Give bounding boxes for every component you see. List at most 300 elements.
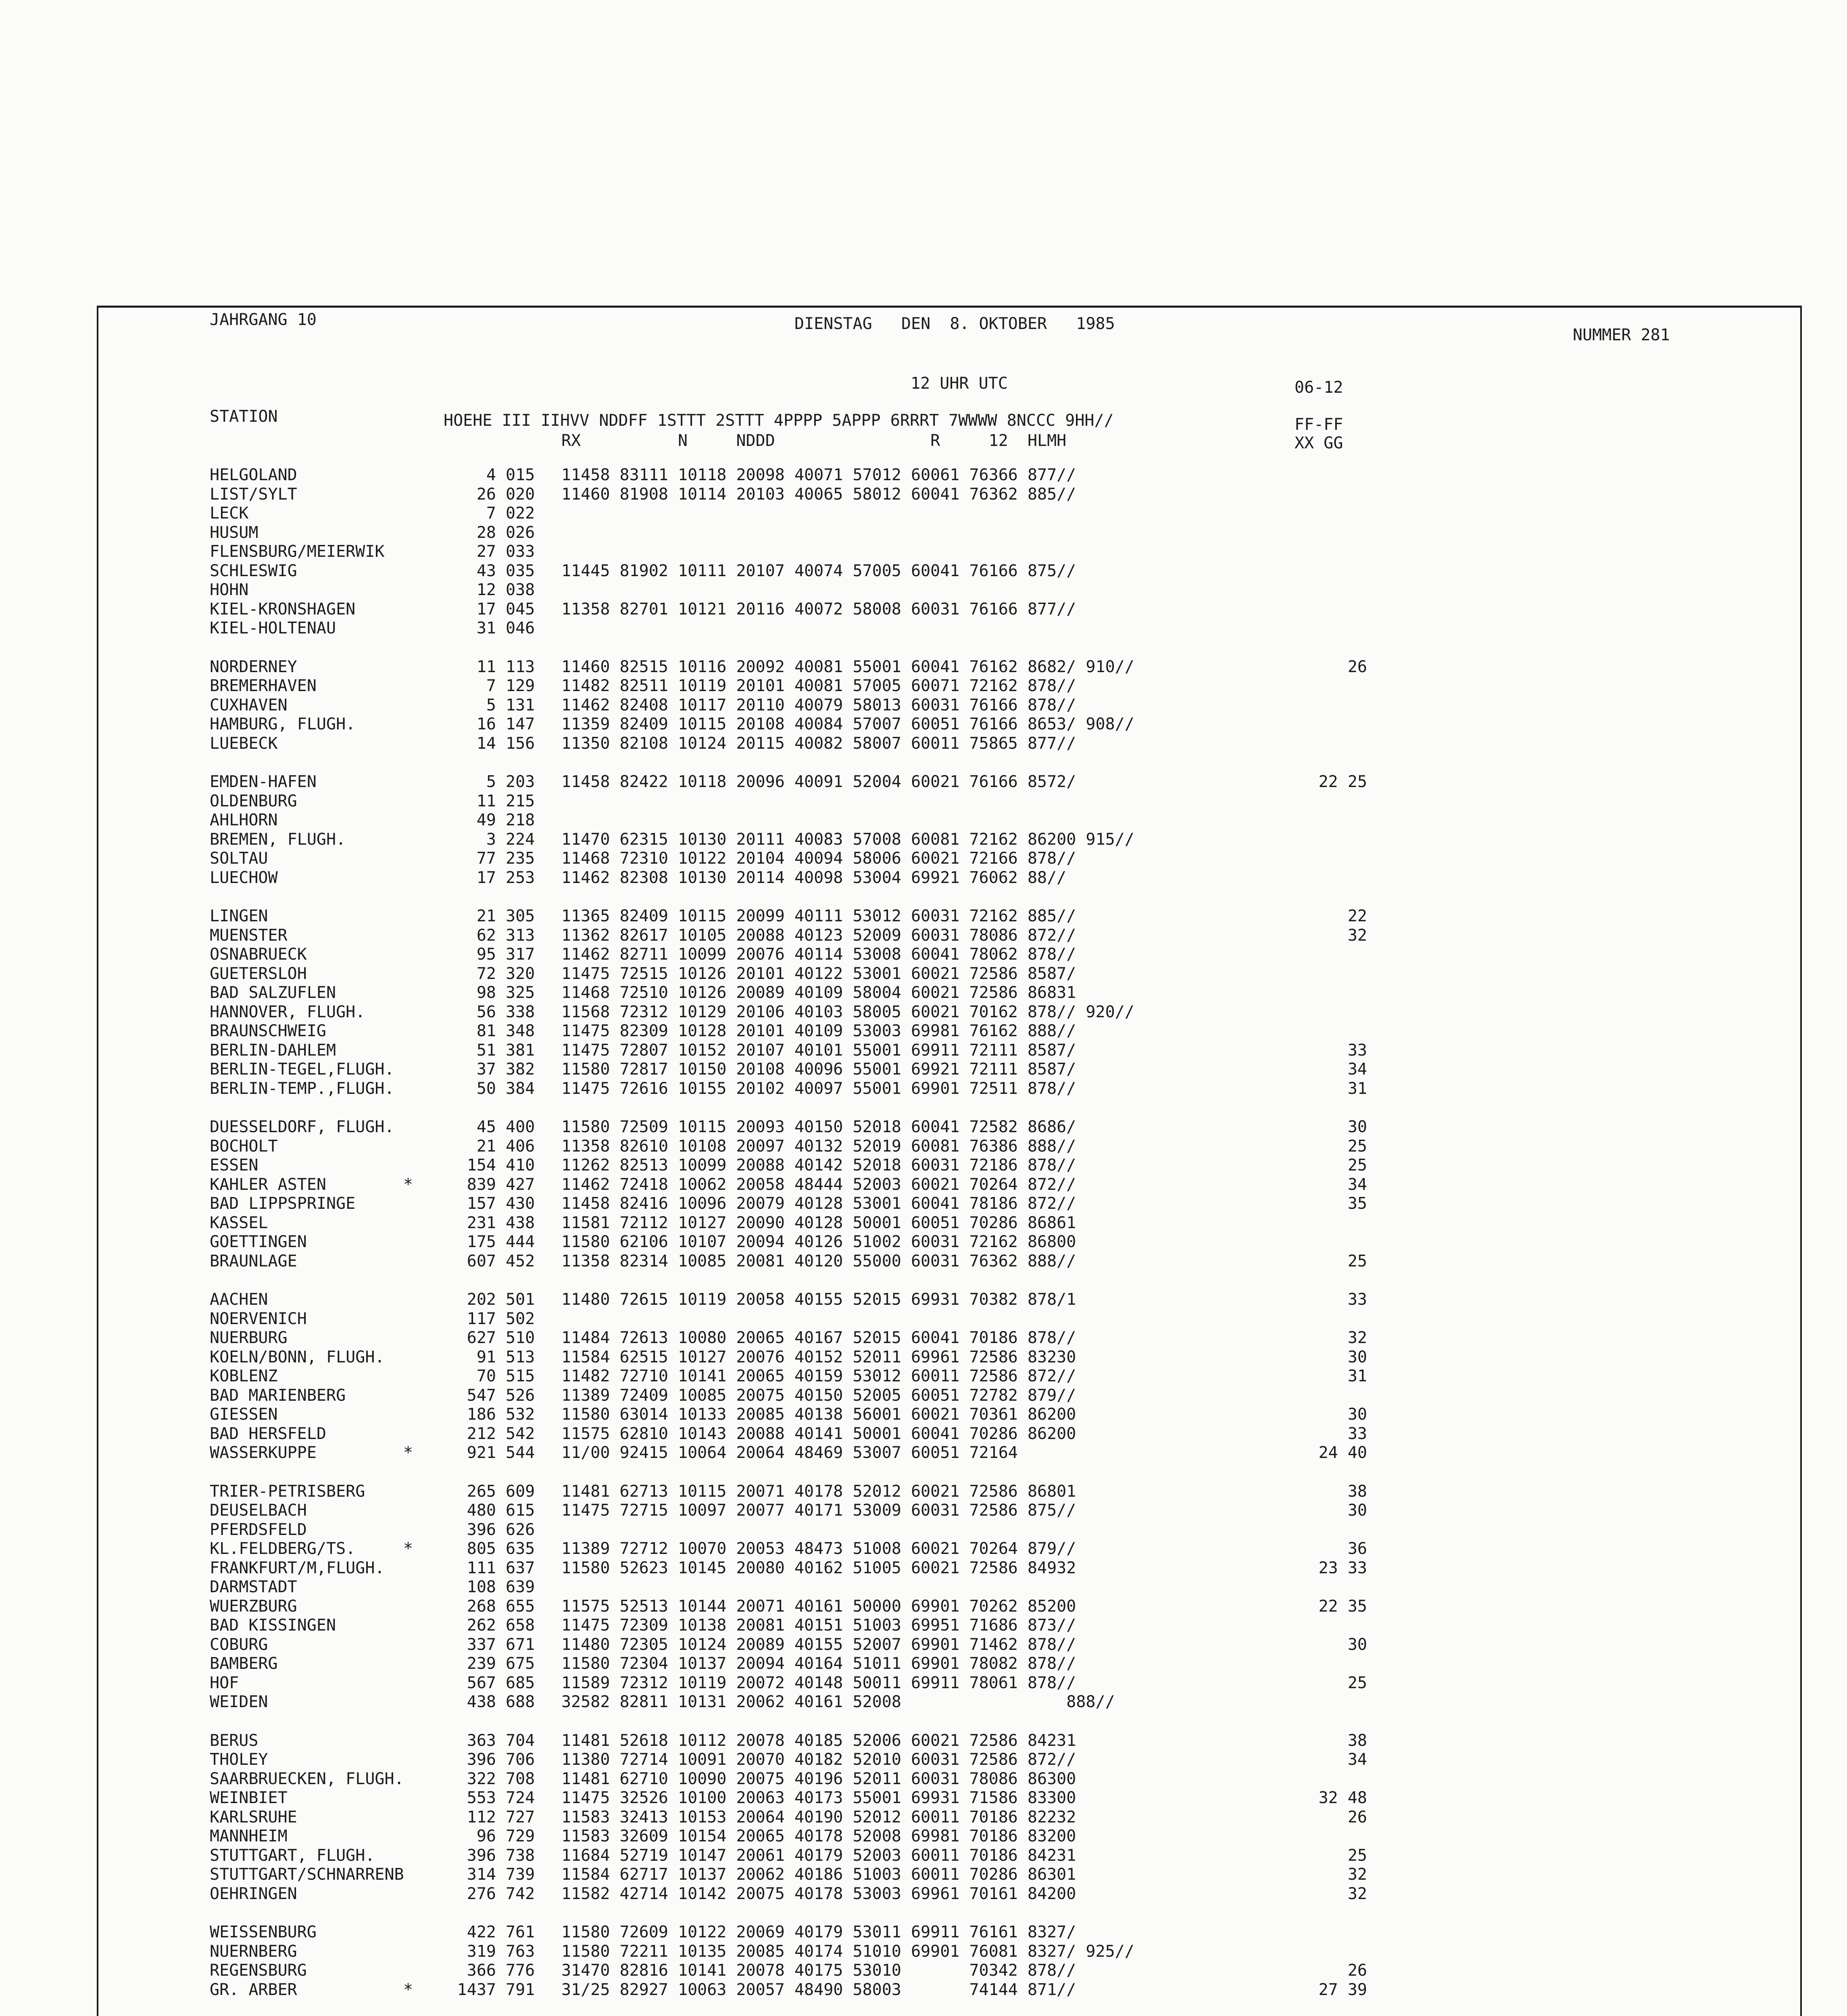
station-name: WUERZBURG <box>210 1597 297 1616</box>
station-name: THOLEY <box>210 1750 268 1769</box>
station-name: STUTTGART, FLUGH. <box>210 1846 375 1865</box>
station-index: 513 <box>506 1347 535 1366</box>
station-height: 81 <box>476 1022 496 1040</box>
station-row <box>0 696 1847 714</box>
station-height: 231 <box>467 1213 496 1232</box>
station-name: MUENSTER <box>210 926 288 945</box>
station-row <box>0 1156 1847 1175</box>
station-height: 50 <box>476 1079 496 1098</box>
station-height: 91 <box>476 1347 496 1366</box>
observation-codes: 11468 72310 10122 20104 40094 58006 60021 72166 878// <box>561 849 1076 868</box>
observation-codes: 11458 83111 10118 20098 40071 57012 60061 76366 877// <box>561 466 1076 484</box>
wind-gust-values: 31 <box>1347 1367 1367 1385</box>
station-row <box>0 542 1847 561</box>
station-height: 202 <box>467 1290 496 1309</box>
station-height: 21 <box>476 907 496 925</box>
station-height: 175 <box>467 1233 496 1251</box>
station-name: EMDEN-HAFEN <box>210 773 317 791</box>
station-name: BAD SALZUFLEN <box>210 983 336 1002</box>
observation-codes: 11575 52513 10144 20071 40161 50000 69901 70262 85200 <box>561 1597 1076 1616</box>
station-row <box>0 658 1847 676</box>
station-name: LECK <box>210 504 249 523</box>
observation-codes: 11365 82409 10115 20099 40111 53012 60031 72162 885// <box>561 907 1076 925</box>
station-row <box>0 1635 1847 1654</box>
station-index: 253 <box>506 868 535 887</box>
station-index: 655 <box>506 1597 535 1616</box>
station-index: 639 <box>506 1578 535 1596</box>
station-name: LUEBECK <box>210 734 278 753</box>
observation-codes: 11468 72510 10126 20089 40109 58004 60021 72586 86831 <box>561 983 1076 1002</box>
station-row <box>0 1060 1847 1079</box>
station-name: HANNOVER, FLUGH. <box>210 1002 365 1021</box>
station-row <box>0 1674 1847 1692</box>
observation-codes: 11482 82511 10119 20101 40081 57005 60071 72162 878// <box>561 677 1076 695</box>
wind-gust-values: 25 <box>1347 1156 1367 1175</box>
station-height: 7 <box>486 677 496 695</box>
observation-codes: 11380 72714 10091 20070 40182 52010 60031 72586 872// <box>561 1750 1076 1769</box>
station-row <box>0 1616 1847 1635</box>
wind-gust-values: 33 <box>1347 1041 1367 1060</box>
station-index: 427 <box>506 1175 535 1194</box>
observation-codes: 11/00 92415 10064 20064 48469 53007 60051 72164 <box>561 1443 1018 1462</box>
station-row <box>0 1482 1847 1501</box>
station-height: 117 <box>467 1309 496 1328</box>
station-index: 501 <box>506 1290 535 1309</box>
station-row <box>0 1425 1847 1443</box>
station-height: 154 <box>467 1156 496 1175</box>
observation-codes: 11481 52618 10112 20078 40185 52006 60021 72586 84231 <box>561 1731 1076 1750</box>
station-index: 131 <box>506 696 535 714</box>
observation-codes: 11581 72112 10127 20090 40128 50001 60051 70286 86861 <box>561 1213 1076 1232</box>
observation-codes: 11480 72305 10124 20089 40155 52007 69901 71462 878// <box>561 1635 1076 1654</box>
wind-gust-values: 35 <box>1347 1194 1367 1213</box>
station-row <box>0 792 1847 810</box>
wind-gust-values: 30 <box>1347 1501 1367 1520</box>
observation-codes: 11350 82108 10124 20115 40082 58007 60011 75865 877// <box>561 734 1076 753</box>
observation-codes: 11580 72817 10150 20108 40096 55001 69921 72111 8587/ <box>561 1060 1076 1079</box>
station-height: 7 <box>486 504 496 523</box>
station-height: 337 <box>467 1635 496 1654</box>
station-index: 688 <box>506 1693 535 1711</box>
wind-gust-values: 23 33 <box>1318 1558 1367 1577</box>
station-height: 262 <box>467 1616 496 1635</box>
station-index: 348 <box>506 1022 535 1040</box>
station-row <box>0 907 1847 925</box>
observation-codes: 11462 72418 10062 20058 48444 52003 60021 70264 872// <box>561 1175 1076 1194</box>
wind-column-subheader: XX GG <box>1295 434 1343 452</box>
observation-codes: 11580 72609 10122 20069 40179 53011 69911 76161 8327/ <box>561 1923 1076 1941</box>
jahrgang-label: JAHRGANG 10 <box>210 310 317 329</box>
station-name: DARMSTADT <box>210 1578 297 1596</box>
observation-codes: 11481 62713 10115 20071 40178 52012 60021 72586 86801 <box>561 1482 1076 1501</box>
station-index: 430 <box>506 1194 535 1213</box>
station-index: 129 <box>506 677 535 695</box>
station-row <box>0 1022 1847 1040</box>
station-row <box>0 504 1847 523</box>
station-index: 022 <box>506 504 535 523</box>
observation-codes: 11470 62315 10130 20111 40083 57008 60081 72162 86200 915// <box>561 830 1134 849</box>
wind-gust-values: 22 <box>1347 907 1367 925</box>
observation-codes: 11580 72509 10115 20093 40150 52018 60041 72582 8686/ <box>561 1118 1076 1136</box>
wind-gust-values: 38 <box>1347 1731 1367 1750</box>
station-name: WEISSENBURG <box>210 1923 317 1941</box>
station-name: WASSERKUPPE <box>210 1443 317 1462</box>
station-row <box>0 1961 1847 1980</box>
wind-gust-values: 34 <box>1347 1750 1367 1769</box>
station-index: 305 <box>506 907 535 925</box>
station-height: 396 <box>467 1846 496 1865</box>
station-name: DUESSELDORF, FLUGH. <box>210 1118 394 1136</box>
station-row <box>0 1578 1847 1596</box>
station-name: AHLHORN <box>210 811 278 829</box>
station-row <box>0 1693 1847 1711</box>
station-row <box>0 1003 1847 1021</box>
station-row <box>0 1137 1847 1156</box>
station-height: 547 <box>467 1386 496 1405</box>
station-height: 422 <box>467 1923 496 1941</box>
station-height: 212 <box>467 1424 496 1443</box>
station-height: 363 <box>467 1731 496 1750</box>
station-row <box>0 1770 1847 1788</box>
station-height: 14 <box>476 734 496 753</box>
station-index: 704 <box>506 1731 535 1750</box>
station-name: KIEL-HOLTENAU <box>210 619 336 637</box>
station-name: KAHLER ASTEN <box>210 1175 326 1194</box>
station-name: DEUSELBACH <box>210 1501 307 1520</box>
station-row <box>0 1233 1847 1251</box>
observation-codes: 11475 72616 10155 20102 40097 55001 69901 72511 878// <box>561 1079 1076 1098</box>
station-index: 776 <box>506 1961 535 1980</box>
observation-codes: 11584 62515 10127 20076 40152 52011 69961 72586 83230 <box>561 1347 1076 1366</box>
wind-gust-values: 32 <box>1347 1884 1367 1903</box>
station-index: 609 <box>506 1482 535 1501</box>
station-index: 635 <box>506 1539 535 1558</box>
station-index: 724 <box>506 1789 535 1807</box>
station-row <box>0 1194 1847 1213</box>
station-height: 37 <box>476 1060 496 1079</box>
station-height: 43 <box>476 561 496 580</box>
observation-codes: 11460 82515 10116 20092 40081 55001 60041 76162 8682/ 910// <box>561 657 1134 676</box>
station-index: 215 <box>506 791 535 810</box>
station-index: 382 <box>506 1060 535 1079</box>
station-height: 314 <box>467 1865 496 1884</box>
wind-gust-values: 26 <box>1347 1808 1367 1826</box>
station-height: 17 <box>476 600 496 619</box>
wind-gust-values: 24 40 <box>1318 1443 1367 1462</box>
station-row <box>0 868 1847 887</box>
station-height: 480 <box>467 1501 496 1520</box>
station-row <box>0 983 1847 1002</box>
station-row <box>0 1885 1847 1903</box>
station-name: SOLTAU <box>210 849 268 868</box>
station-height: 28 <box>476 523 496 542</box>
wind-gust-values: 25 <box>1347 1252 1367 1270</box>
station-row <box>0 1310 1847 1328</box>
station-row <box>0 600 1847 619</box>
station-name: BERUS <box>210 1731 258 1750</box>
wind-gust-values: 33 <box>1347 1290 1367 1309</box>
observation-codes: 32582 82811 10131 20062 40161 52008 888// <box>561 1693 1115 1711</box>
station-index: 791 <box>506 1980 535 1999</box>
station-name: HOHN <box>210 581 249 599</box>
station-name: CUXHAVEN <box>210 696 288 714</box>
station-height: 98 <box>476 983 496 1002</box>
station-name: BRAUNSCHWEIG <box>210 1022 326 1040</box>
date-label: DIENSTAG DEN 8. OKTOBER 1985 <box>794 314 1115 333</box>
station-index: 502 <box>506 1309 535 1328</box>
wind-gust-values: 25 <box>1347 1137 1367 1156</box>
station-index: 637 <box>506 1558 535 1577</box>
station-row <box>0 1348 1847 1366</box>
wind-gust-values: 25 <box>1347 1846 1367 1865</box>
station-row <box>0 1443 1847 1462</box>
station-height: 21 <box>476 1137 496 1156</box>
station-row <box>0 1079 1847 1098</box>
wind-gust-values: 30 <box>1347 1118 1367 1136</box>
station-row <box>0 773 1847 791</box>
observation-codes: 11462 82711 10099 20076 40114 53008 60041 78062 878// <box>561 945 1076 964</box>
station-row <box>0 849 1847 868</box>
station-name: BRAUNLAGE <box>210 1252 297 1270</box>
station-name: BOCHOLT <box>210 1137 278 1156</box>
station-row <box>0 1865 1847 1884</box>
mountain-station-marker: * <box>403 1175 413 1194</box>
station-height: 5 <box>486 696 496 714</box>
station-row <box>0 811 1847 829</box>
wind-gust-values: 22 25 <box>1318 773 1367 791</box>
observation-codes: 11580 63014 10133 20085 40138 56001 60021 70361 86200 <box>561 1405 1076 1424</box>
station-height: 276 <box>467 1884 496 1903</box>
station-index: 400 <box>506 1118 535 1136</box>
station-name: FRANKFURT/M,FLUGH. <box>210 1558 385 1577</box>
observation-codes: 11580 52623 10145 20080 40162 51005 60021 72586 84932 <box>561 1558 1076 1577</box>
station-index: 384 <box>506 1079 535 1098</box>
station-index: 729 <box>506 1827 535 1845</box>
station-index: 320 <box>506 964 535 983</box>
code-column-headers: HOEHE III IIHVV NDDFF 1STTT 2STTT 4PPPP 5APPP 6RRRT 7WWWW 8NCCC 9HH// <box>444 411 1114 430</box>
station-height: 839 <box>467 1175 496 1194</box>
station-row <box>0 734 1847 753</box>
station-index: 615 <box>506 1501 535 1520</box>
station-row <box>0 581 1847 599</box>
wind-gust-values: 22 35 <box>1318 1597 1367 1616</box>
station-row <box>0 1290 1847 1309</box>
observation-codes: 31/25 82927 10063 20057 48490 58003 74144 871// <box>561 1980 1076 1999</box>
station-name: GUETERSLOH <box>210 964 307 983</box>
observation-codes: 11389 72409 10085 20075 40150 52005 60051 72782 879// <box>561 1386 1076 1405</box>
observation-codes: 31470 82816 10141 20078 40175 53010 70342 878// <box>561 1961 1076 1980</box>
wind-gust-values: 33 <box>1347 1424 1367 1443</box>
station-height: 805 <box>467 1539 496 1558</box>
observation-codes: 11684 52719 10147 20061 40179 52003 60011 70186 84231 <box>561 1846 1076 1865</box>
station-name: KOBLENZ <box>210 1367 278 1385</box>
wind-gust-values: 32 <box>1347 926 1367 945</box>
station-name: BAD KISSINGEN <box>210 1616 336 1635</box>
observation-codes: 11475 82309 10128 20101 40109 53003 69981 76162 888// <box>561 1022 1076 1040</box>
wind-gust-values: 25 <box>1347 1673 1367 1692</box>
station-row <box>0 619 1847 637</box>
station-name: NUERBURG <box>210 1329 288 1347</box>
station-height: 70 <box>476 1367 496 1385</box>
station-index: 761 <box>506 1923 535 1941</box>
station-row <box>0 945 1847 964</box>
station-height: 4 <box>486 466 496 484</box>
station-height: 12 <box>476 581 496 599</box>
station-row <box>0 1654 1847 1673</box>
station-row <box>0 830 1847 849</box>
station-row <box>0 1539 1847 1558</box>
station-name: GOETTINGEN <box>210 1233 307 1251</box>
station-row <box>0 1981 1847 1999</box>
station-index: 515 <box>506 1367 535 1385</box>
station-name: REGENSBURG <box>210 1961 307 1980</box>
station-row <box>0 1597 1847 1616</box>
observation-codes: 11475 72715 10097 20077 40171 53009 60031 72586 875// <box>561 1501 1076 1520</box>
observation-codes: 11582 42714 10142 20075 40178 53003 69961 70161 84200 <box>561 1884 1076 1903</box>
station-name: KOELN/BONN, FLUGH. <box>210 1347 385 1366</box>
station-row <box>0 1501 1847 1520</box>
mountain-station-marker: * <box>403 1539 413 1558</box>
observation-codes: 11589 72312 10119 20072 40148 50011 69911 78061 878// <box>561 1673 1076 1692</box>
station-row <box>0 1405 1847 1424</box>
station-index: 038 <box>506 581 535 599</box>
issue-number: NUMMER 281 <box>1573 326 1670 344</box>
station-row <box>0 1041 1847 1060</box>
observation-codes: 11445 81902 10111 20107 40074 57005 60041 76166 875// <box>561 561 1076 580</box>
wind-gust-values: 34 <box>1347 1060 1367 1079</box>
station-index: 706 <box>506 1750 535 1769</box>
observation-codes: 11481 62710 10090 20075 40196 52011 60031 78086 86300 <box>561 1769 1076 1788</box>
station-height: 567 <box>467 1673 496 1692</box>
station-row <box>0 1923 1847 1941</box>
station-index: 626 <box>506 1520 535 1539</box>
station-name: WEINBIET <box>210 1789 288 1807</box>
station-row <box>0 1942 1847 1961</box>
station-index: 532 <box>506 1405 535 1424</box>
station-name: KARLSRUHE <box>210 1808 297 1826</box>
station-height: 31 <box>476 619 496 637</box>
station-row <box>0 1559 1847 1577</box>
station-name: BERLIN-TEGEL,FLUGH. <box>210 1060 394 1079</box>
station-name: BAD HERSFELD <box>210 1424 326 1443</box>
station-name: STUTTGART/SCHNARRENB <box>210 1865 404 1884</box>
station-name: KASSEL <box>210 1213 268 1232</box>
station-index: 742 <box>506 1884 535 1903</box>
station-height: 62 <box>476 926 496 945</box>
wind-column-header: FF-FF <box>1295 415 1343 434</box>
period-label: 06-12 <box>1295 378 1343 397</box>
station-row <box>0 1175 1847 1194</box>
station-name: BERLIN-DAHLEM <box>210 1041 336 1060</box>
station-index: 235 <box>506 849 535 868</box>
station-height: 16 <box>476 715 496 733</box>
station-row <box>0 523 1847 542</box>
station-name: OEHRINGEN <box>210 1884 297 1903</box>
station-height: 438 <box>467 1693 496 1711</box>
observation-codes: 11362 82617 10105 20088 40123 52009 60031 78086 872// <box>561 926 1076 945</box>
observation-codes: 11358 82314 10085 20081 40120 55000 60031 76362 888// <box>561 1252 1076 1270</box>
observation-codes: 11568 72312 10129 20106 40103 58005 60021 70162 878// 920// <box>561 1002 1134 1021</box>
observation-codes: 11458 82416 10096 20079 40128 53001 60041 78186 872// <box>561 1194 1076 1213</box>
wind-gust-values: 30 <box>1347 1347 1367 1366</box>
wind-gust-values: 32 48 <box>1318 1789 1367 1807</box>
station-row <box>0 1118 1847 1136</box>
observation-codes: 11475 32526 10100 20063 40173 55001 69931 71586 83300 <box>561 1789 1076 1807</box>
observation-codes: 11460 81908 10114 20103 40065 58012 60041 76362 885// <box>561 485 1076 504</box>
station-height: 96 <box>476 1827 496 1845</box>
observation-codes: 11484 72613 10080 20065 40167 52015 60041 70186 878// <box>561 1329 1076 1347</box>
station-name: BAD LIPPSPRINGE <box>210 1194 356 1213</box>
station-row <box>0 1731 1847 1750</box>
wind-gust-values: 26 <box>1347 1961 1367 1980</box>
station-row <box>0 715 1847 733</box>
station-height: 112 <box>467 1808 496 1826</box>
station-height: 1437 <box>457 1980 496 1999</box>
station-height: 95 <box>476 945 496 964</box>
station-height: 56 <box>476 1002 496 1021</box>
mountain-station-marker: * <box>403 1980 413 1999</box>
station-height: 11 <box>476 657 496 676</box>
station-height: 72 <box>476 964 496 983</box>
observation-codes: 11583 32413 10153 20064 40190 52012 60011 70186 82232 <box>561 1808 1076 1826</box>
station-index: 526 <box>506 1386 535 1405</box>
station-index: 410 <box>506 1156 535 1175</box>
station-index: 542 <box>506 1424 535 1443</box>
station-height: 627 <box>467 1329 496 1347</box>
station-name: NOERVENICH <box>210 1309 307 1328</box>
station-name: PFERDSFELD <box>210 1520 307 1539</box>
station-row <box>0 1808 1847 1826</box>
station-row <box>0 1252 1847 1270</box>
station-height: 108 <box>467 1578 496 1596</box>
observation-codes: 11475 72309 10138 20081 40151 51003 69951 71686 873// <box>561 1616 1076 1635</box>
station-index: 224 <box>506 830 535 849</box>
station-name: BERLIN-TEMP.,FLUGH. <box>210 1079 394 1098</box>
station-index: 763 <box>506 1942 535 1961</box>
station-index: 452 <box>506 1252 535 1270</box>
station-index: 046 <box>506 619 535 637</box>
observation-codes: 11580 62106 10107 20094 40126 51002 60031 72162 86800 <box>561 1233 1076 1251</box>
station-index: 438 <box>506 1213 535 1232</box>
observation-time: 12 UHR UTC <box>911 374 1008 393</box>
observation-codes: 11480 72615 10119 20058 40155 52015 69931 70382 878/1 <box>561 1290 1076 1309</box>
station-index: 203 <box>506 773 535 791</box>
station-index: 015 <box>506 466 535 484</box>
station-index: 156 <box>506 734 535 753</box>
station-height: 49 <box>476 811 496 829</box>
wind-gust-values: 32 <box>1347 1329 1367 1347</box>
station-row <box>0 1827 1847 1845</box>
station-name: HELGOLAND <box>210 466 297 484</box>
station-row <box>0 1520 1847 1539</box>
station-height: 265 <box>467 1482 496 1501</box>
station-height: 607 <box>467 1252 496 1270</box>
station-index: 675 <box>506 1654 535 1673</box>
station-height: 366 <box>467 1961 496 1980</box>
observation-codes: 11262 82513 10099 20088 40142 52018 60031 72186 878// <box>561 1156 1076 1175</box>
observation-codes: 11583 32609 10154 20065 40178 52008 69981 70186 83200 <box>561 1827 1076 1845</box>
observation-codes: 11475 72807 10152 20107 40101 55001 69911 72111 8587/ <box>561 1041 1076 1060</box>
station-height: 553 <box>467 1789 496 1807</box>
station-name: KIEL-KRONSHAGEN <box>210 600 356 619</box>
observation-codes: 11359 82409 10115 20108 40084 57007 60051 76166 8653/ 908// <box>561 715 1134 733</box>
station-height: 239 <box>467 1654 496 1673</box>
station-name: SCHLESWIG <box>210 561 297 580</box>
station-index: 727 <box>506 1808 535 1826</box>
station-height: 26 <box>476 485 496 504</box>
observation-codes: 11458 82422 10118 20096 40091 52004 60021 76166 8572/ <box>561 773 1076 791</box>
station-row <box>0 1789 1847 1807</box>
